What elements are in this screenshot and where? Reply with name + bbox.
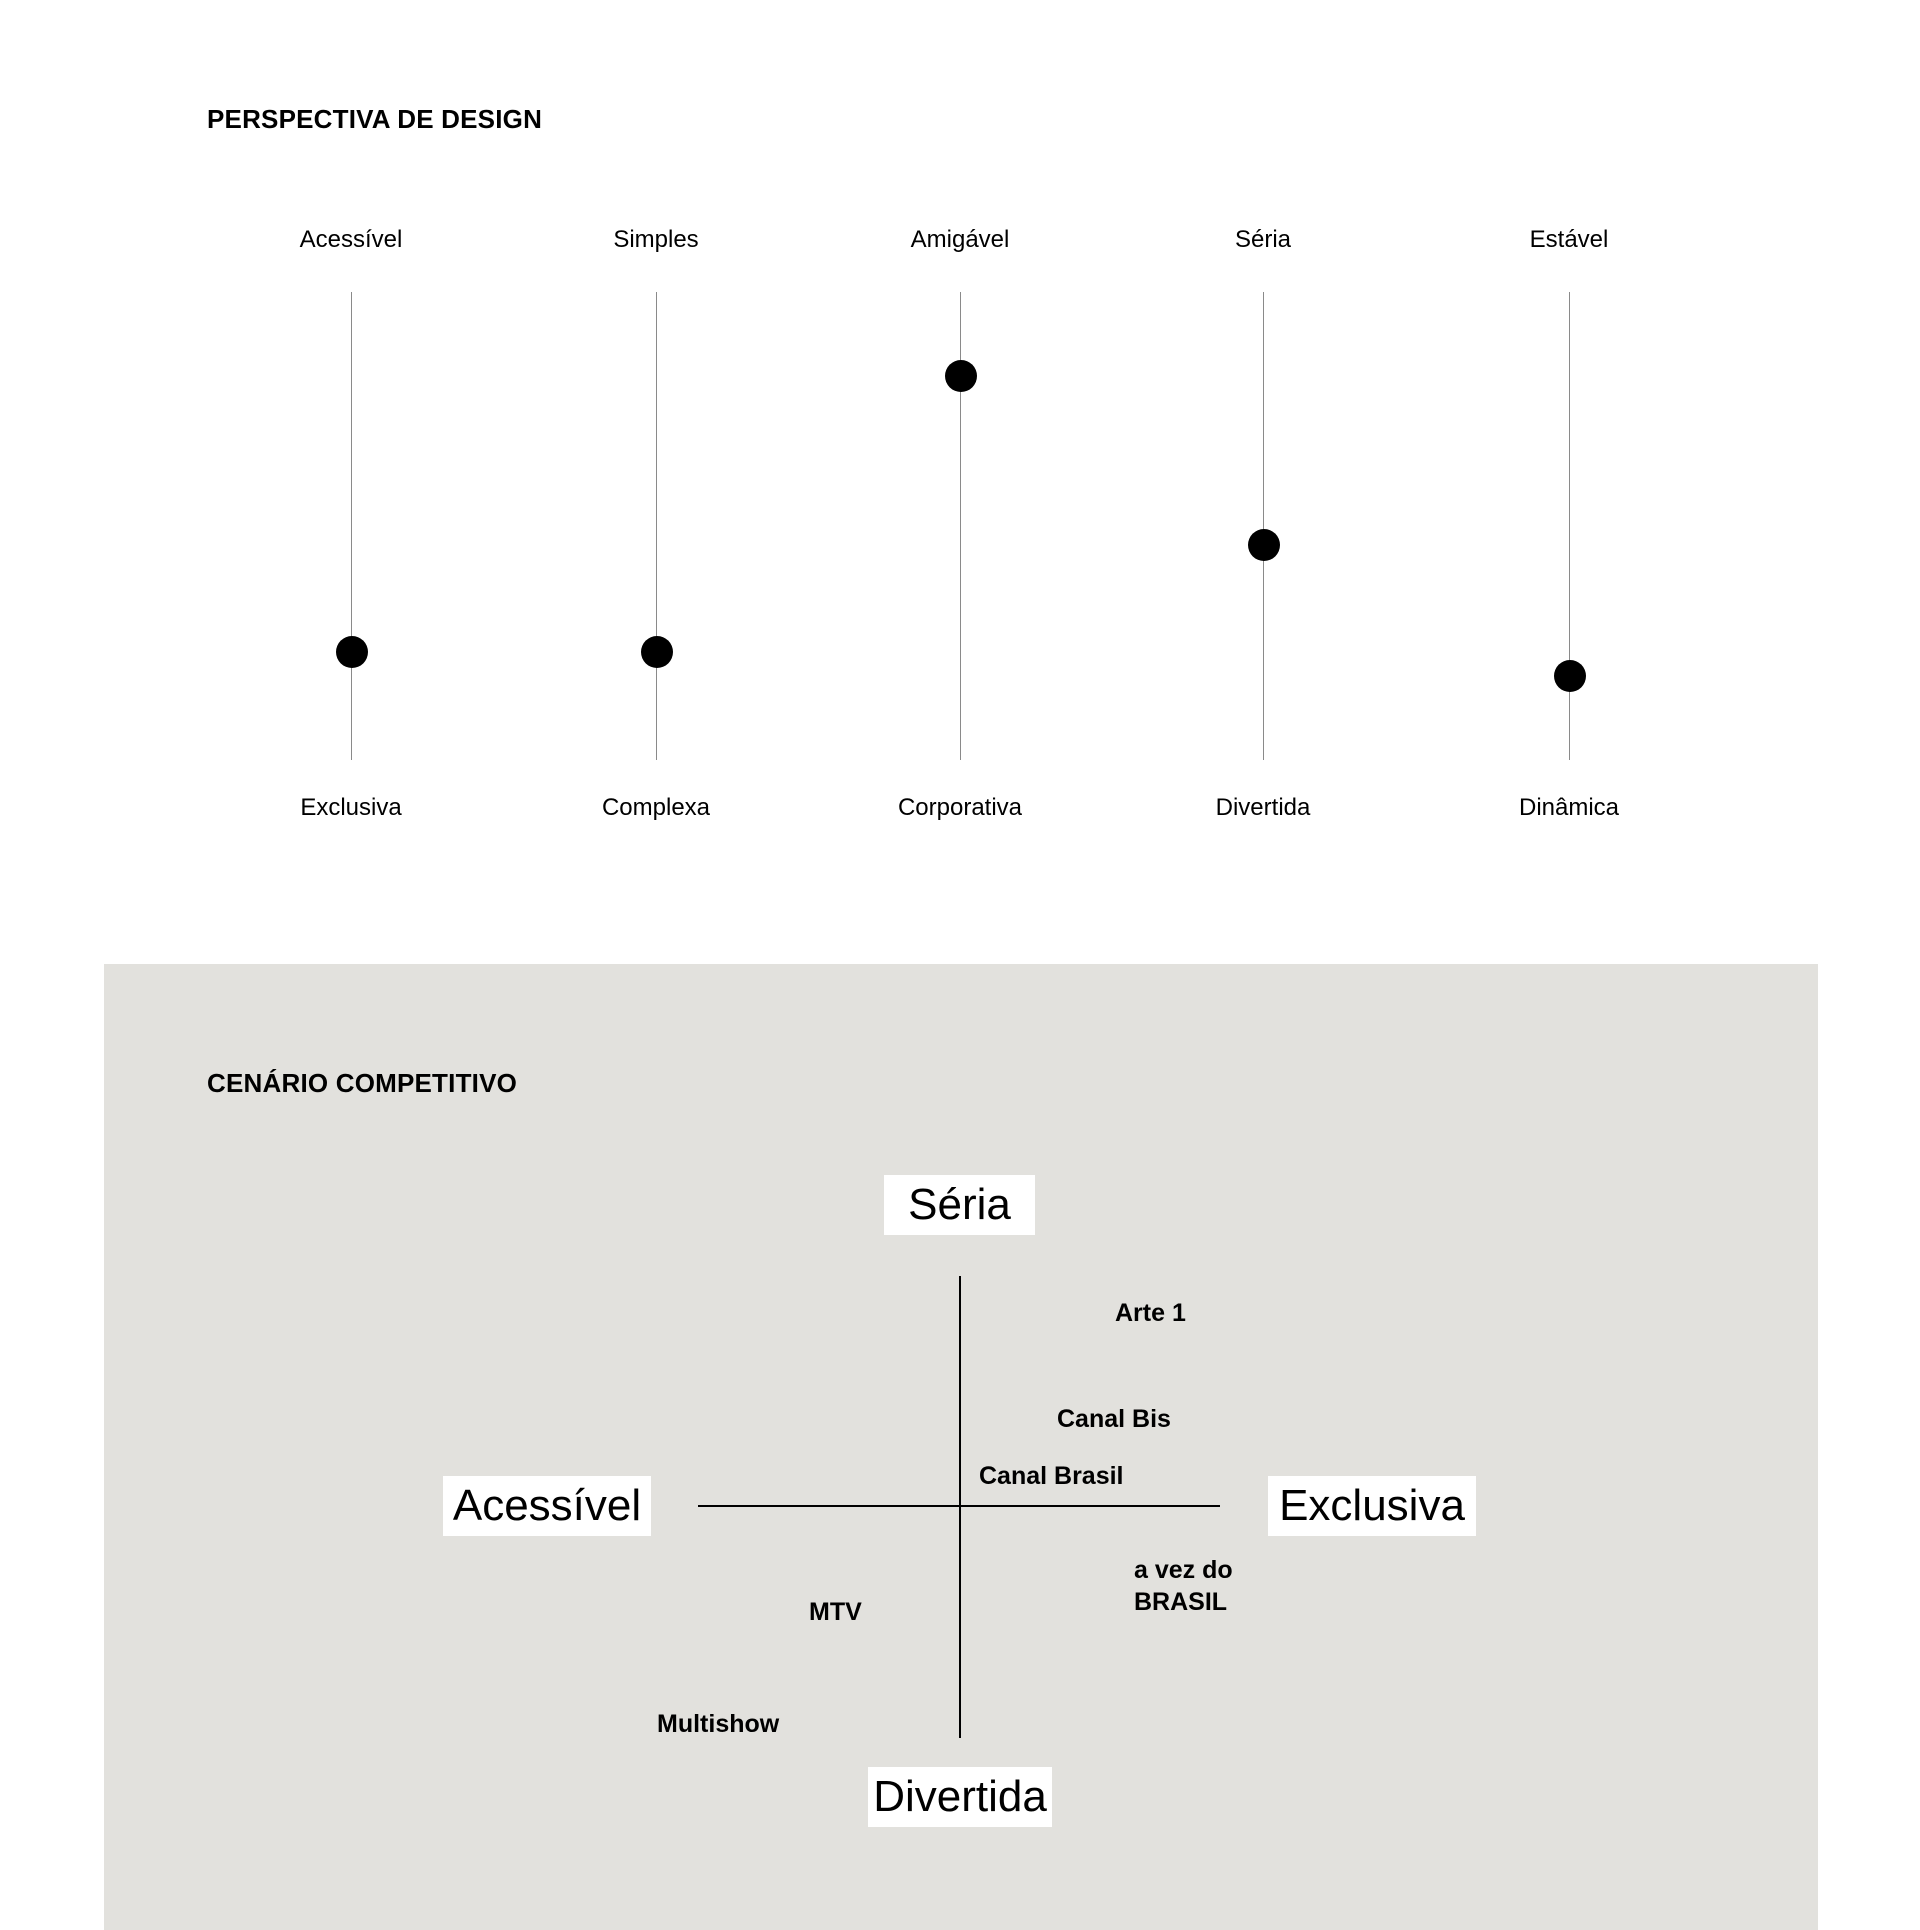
brand-label: MTV [809, 1598, 862, 1626]
slider-knob [1248, 529, 1280, 561]
slider-knob [945, 360, 977, 392]
slider-track [1263, 292, 1264, 760]
competitive-landscape-title: CENÁRIO COMPETITIVO [207, 1068, 518, 1098]
slider-knob [641, 636, 673, 668]
slider-knob [1554, 660, 1586, 692]
axis-label-left: Acessível [443, 1476, 651, 1536]
slider-top-label: Estável [1529, 226, 1609, 253]
axis-label-right: Exclusiva [1268, 1476, 1476, 1536]
brand-label: a vez do BRASIL [1134, 1556, 1233, 1616]
brand-label: Canal Bis [1057, 1405, 1171, 1433]
axis-label-bottom: Divertida [868, 1767, 1052, 1827]
vertical-axis-line [959, 1276, 961, 1738]
slider-top-label: Acessível [299, 226, 403, 253]
slider-top-label: Simples [613, 226, 699, 253]
slider-bottom-label: Divertida [1215, 794, 1311, 821]
brand-label: Arte 1 [1115, 1299, 1186, 1327]
horizontal-axis-line [698, 1505, 1220, 1507]
slider-top-label: Amigável [910, 226, 1010, 253]
axis-label-top: Séria [884, 1175, 1035, 1235]
design-perspective-title: PERSPECTIVA DE DESIGN [207, 104, 543, 134]
slider-bottom-label: Complexa [601, 794, 711, 821]
slider-bottom-label: Exclusiva [300, 794, 402, 821]
slider-knob [336, 636, 368, 668]
brand-label: Canal Brasil [979, 1462, 1124, 1490]
slider-bottom-label: Corporativa [897, 794, 1023, 821]
slider-track [656, 292, 657, 760]
slider-top-label: Séria [1234, 226, 1292, 253]
slider-track [351, 292, 352, 760]
slider-bottom-label: Dinâmica [1518, 794, 1620, 821]
brand-label: Multishow [657, 1710, 780, 1738]
